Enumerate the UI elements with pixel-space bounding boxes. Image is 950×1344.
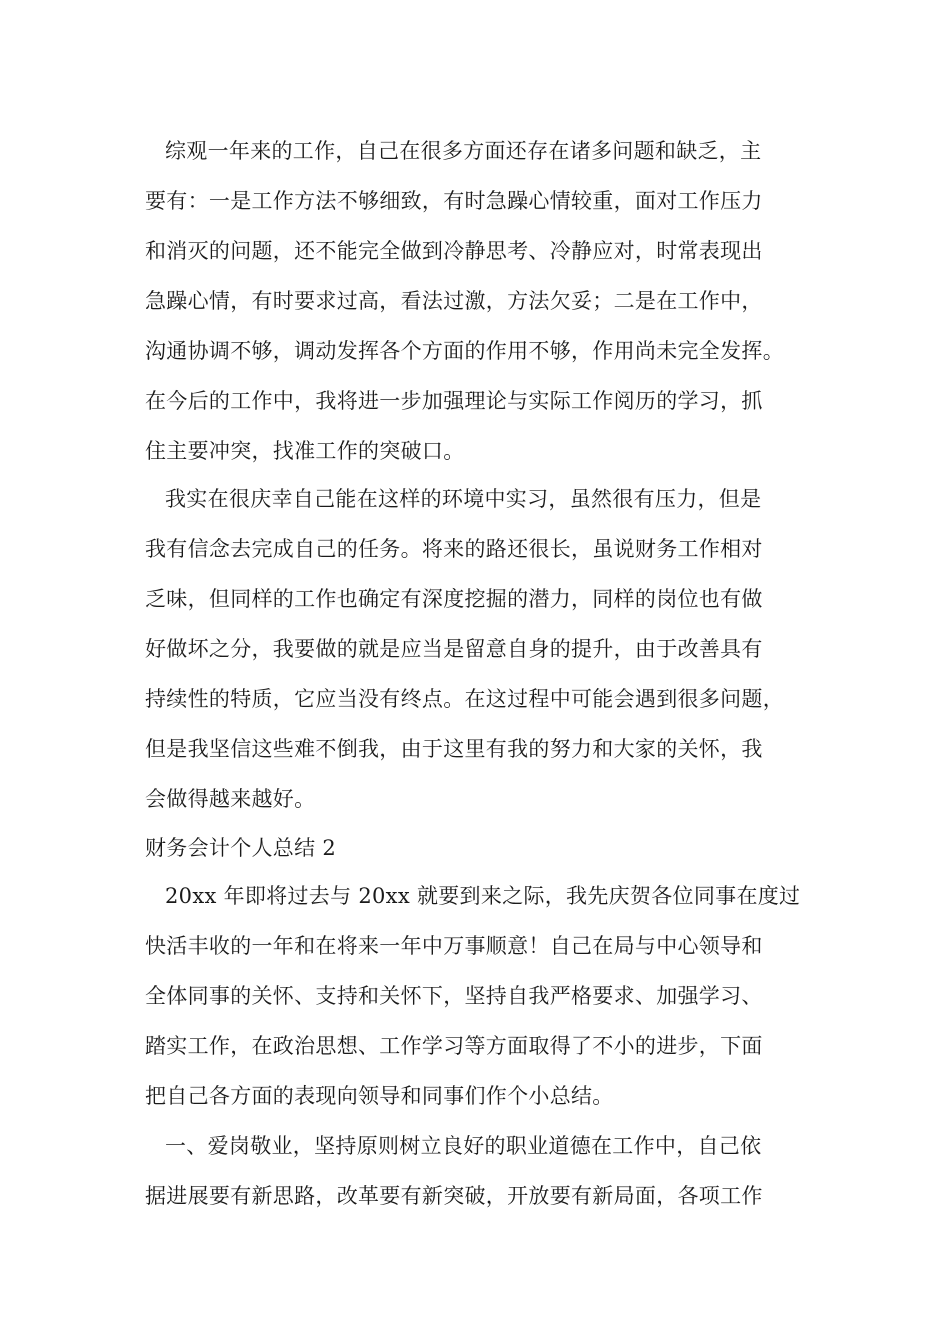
paragraph-2-line-6: 但是我坚信这些难不倒我，由于这里有我的努力和大家的关怀，我 [145, 737, 763, 761]
paragraph-2-line-2: 我有信念去完成自己的任务。将来的路还很长，虽说财务工作相对 [145, 537, 763, 561]
paragraph-1-line-5: 沟通协调不够，调动发挥各个方面的作用不够，作用尚未完全发挥。 [145, 339, 784, 363]
paragraph-4-line-1: 一、爱岗敬业，坚持原则树立良好的职业道德在工作中，自己依 [165, 1134, 762, 1158]
paragraph-3-line-5: 把自己各方面的表现向领导和同事们作个小总结。 [145, 1084, 614, 1108]
paragraph-1-line-1: 综观一年来的工作，自己在很多方面还存在诸多问题和缺乏，主 [165, 139, 762, 163]
paragraph-1-line-3: 和消灭的问题，还不能完全做到冷静思考、冷静应对，时常表现出 [145, 239, 763, 263]
paragraph-2-line-1: 我实在很庆幸自己能在这样的环境中实习，虽然很有压力，但是 [165, 487, 762, 511]
paragraph-1-line-4: 急躁心情，有时要求过高，看法过激，方法欠妥；二是在工作中， [145, 289, 763, 313]
paragraph-3-line-4: 踏实工作，在政治思想、工作学习等方面取得了不小的进步，下面 [145, 1034, 763, 1058]
paragraph-1-line-7: 住主要冲突，找准工作的突破口。 [145, 439, 465, 463]
paragraph-1-line-6: 在今后的工作中，我将进一步加强理论与实际工作阅历的学习，抓 [145, 389, 763, 413]
paragraph-4-line-2: 据进展要有新思路，改革要有新突破，开放要有新局面，各项工作 [145, 1184, 763, 1208]
paragraph-3-line-3: 全体同事的关怀、支持和关怀下，坚持自我严格要求、加强学习、 [145, 984, 763, 1008]
paragraph-2-line-3: 乏味，但同样的工作也确定有深度挖掘的潜力，同样的岗位也有做 [145, 587, 763, 611]
paragraph-3-line-2: 快活丰收的一年和在将来一年中万事顺意！自己在局与中心领导和 [145, 934, 763, 958]
paragraph-3-line-1: 20xx 年即将过去与 20xx 就要到来之际，我先庆贺各位同事在度过 [165, 884, 801, 908]
paragraph-1-line-2: 要有：一是工作方法不够细致，有时急躁心情较重，面对工作压力 [145, 189, 763, 213]
section-heading: 财务会计个人总结 2 [145, 836, 337, 860]
paragraph-2-line-7: 会做得越来越好。 [145, 787, 316, 811]
paragraph-2-line-4: 好做坏之分，我要做的就是应当是留意自身的提升，由于改善具有 [145, 637, 763, 661]
paragraph-2-line-5: 持续性的特质，它应当没有终点。在这过程中可能会遇到很多问题， [145, 687, 784, 711]
